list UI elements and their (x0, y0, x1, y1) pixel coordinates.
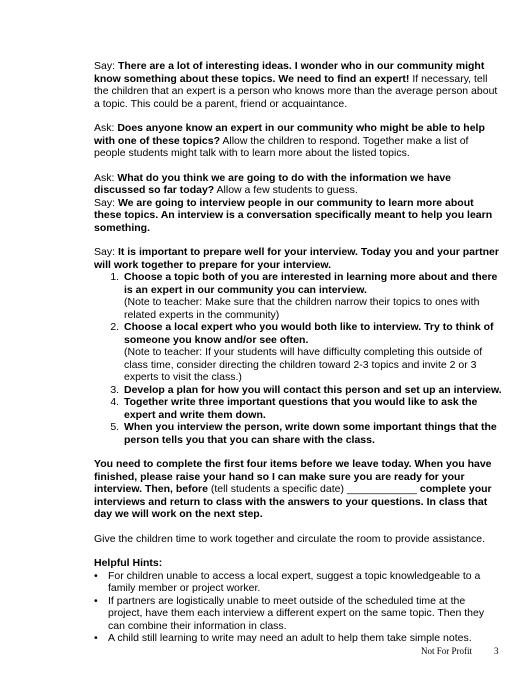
step-text: Develop a plan for how you will contact this person and set up an interview. (124, 383, 502, 396)
steps-list (94, 271, 502, 446)
hints-list (94, 570, 502, 645)
list-item (122, 421, 502, 446)
list-item: • If partners are logistically unable to meet outside of the scheduled time at the project, have them each interview a different expert on the same topic. Then they can combine their information in class. (108, 595, 502, 633)
speaker-label: Ask: (94, 122, 118, 134)
document-body (94, 60, 502, 645)
speaker-label: Say: (94, 196, 118, 209)
step-text: Choose a local expert who you would both like to interview. Try to think of someone you know and/or see often. (124, 321, 494, 346)
teacher-script: It is important to prepare well for your interview. Today you and your partner will work together to prepare for your interview. (94, 246, 499, 271)
teacher-instruction: If necessary, tell the children that an expert is a person who knows more than the average person about a topic. This could be a parent, friend or acquaintance. (94, 72, 498, 110)
paragraph-expert-intro (94, 60, 502, 110)
speaker-label: Say: (94, 246, 118, 258)
teacher-instruction: (tell students a specific date) ____________ (207, 483, 420, 495)
teacher-script: There are a lot of interesting ideas. I wonder who in our community might know something about these topics. We need to find an expert! (94, 60, 485, 85)
step-text: Together write three important questions that you would like to ask the expert and write them down. (124, 396, 478, 421)
teacher-script: We are going to interview people in our community to learn more about these topics. An interview is a conversation specifically meant to help you learn something. (94, 196, 493, 234)
list-item (122, 396, 502, 421)
teacher-instruction: Allow the children to respond. Together make a list of people students might talk with to learn more about the listed topics. (94, 134, 469, 159)
paragraph-work-time: Give the children time to work together and circulate the room to provide assistance. (94, 532, 486, 545)
teacher-script: complete your interviews and return to class with the answers to your questions. In class that day we will work on the next step. (94, 483, 492, 520)
step-text: When you interview the person, write down some important things that the person tells you that you can share with the class. (124, 421, 497, 446)
paragraph-complete-items (94, 458, 502, 521)
hints-title: Helpful Hints: (94, 557, 163, 569)
helpful-hints (94, 557, 502, 645)
teacher-script: You need to complete the first four items before we leave today. When you have finished, please raise your hand so I can make sure you are ready for your interview. Then, before (94, 458, 492, 495)
list-item (122, 321, 502, 384)
paragraph-interview-intro (94, 172, 502, 235)
speaker-label: Ask: (94, 171, 118, 184)
footer-text: Not For Profit (421, 646, 473, 656)
teacher-instruction: Allow a few students to guess. (214, 184, 358, 196)
paragraph-prepare (94, 246, 502, 446)
paragraph-ask-expert (94, 122, 502, 160)
teacher-script: Does anyone know an expert in our community who might be able to help with one of these topics? (94, 122, 485, 147)
step-text: Choose a topic both of you are interested in learning more about and there is an expert in our community you can interview. (124, 271, 498, 296)
speaker-label: Say: (94, 60, 118, 72)
list-item: • A child still learning to write may need an adult to help them take simple notes. (108, 632, 502, 645)
teacher-script: What do you think we are going to do with the information we have discussed so far today? (94, 171, 452, 196)
list-item (122, 271, 502, 321)
teacher-note: (Note to teacher: Make sure that the children narrow their topics to ones with related experts in the community) (124, 296, 480, 321)
list-item: • For children unable to access a local expert, suggest a topic knowledgeable to a family member or project worker. (108, 570, 502, 595)
list-item (122, 384, 502, 397)
teacher-note: (Note to teacher: If your students will have difficulty completing this outside of class time, consider directing the children toward 2-3 topics and invite 2 or 3 experts to visit the class.) (124, 346, 483, 383)
page-number: 3 (494, 646, 499, 656)
